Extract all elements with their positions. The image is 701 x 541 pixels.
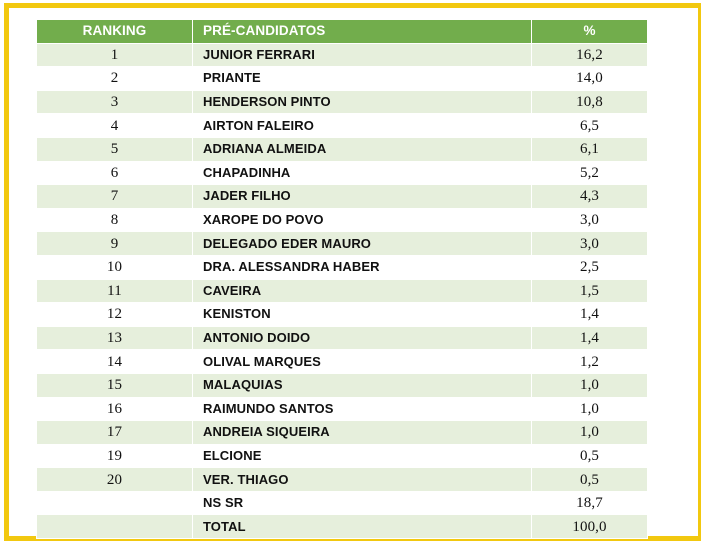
table-row <box>37 161 648 185</box>
table-row <box>37 326 648 350</box>
rank-cell: 10 <box>37 255 193 279</box>
rank-cell: 12 <box>37 303 193 327</box>
percent-cell: 1,0 <box>532 373 648 397</box>
candidate-cell: HENDERSON PINTO <box>193 90 532 114</box>
candidate-cell: CHAPADINHA <box>193 161 532 185</box>
ranking-table <box>36 19 648 539</box>
percent-cell: 14,0 <box>532 67 648 91</box>
candidate-cell: ADRIANA ALMEIDA <box>193 137 532 161</box>
percent-cell: 18,7 <box>532 491 648 515</box>
rank-cell: 20 <box>37 468 193 492</box>
rank-cell: 17 <box>37 421 193 445</box>
table-row <box>37 515 648 539</box>
candidate-cell: ANDREIA SIQUEIRA <box>193 421 532 445</box>
table-body <box>37 43 648 538</box>
table-row <box>37 114 648 138</box>
rank-cell: 14 <box>37 350 193 374</box>
rank-cell: 8 <box>37 208 193 232</box>
candidate-cell: XAROPE DO POVO <box>193 208 532 232</box>
candidate-cell: PRIANTE <box>193 67 532 91</box>
candidate-cell: JADER FILHO <box>193 185 532 209</box>
rank-cell: 9 <box>37 232 193 256</box>
table-row <box>37 255 648 279</box>
table-row <box>37 421 648 445</box>
table-row <box>37 90 648 114</box>
table-row <box>37 444 648 468</box>
table-row <box>37 43 648 67</box>
table-row <box>37 185 648 209</box>
percent-cell: 1,2 <box>532 350 648 374</box>
table-row <box>37 208 648 232</box>
rank-cell: 6 <box>37 161 193 185</box>
candidate-cell: TOTAL <box>193 515 532 539</box>
table-row <box>37 279 648 303</box>
header-candidates: PRÉ-CANDIDATOS <box>193 20 532 44</box>
percent-cell: 6,5 <box>532 114 648 138</box>
rank-cell <box>37 515 193 539</box>
candidate-cell: OLIVAL MARQUES <box>193 350 532 374</box>
table-row <box>37 468 648 492</box>
candidate-cell: VER. THIAGO <box>193 468 532 492</box>
candidate-cell: ELCIONE <box>193 444 532 468</box>
rank-cell: 13 <box>37 326 193 350</box>
rank-cell: 16 <box>37 397 193 421</box>
table-row <box>37 67 648 91</box>
table-row <box>37 232 648 256</box>
percent-cell: 3,0 <box>532 208 648 232</box>
table-row <box>37 491 648 515</box>
percent-cell: 3,0 <box>532 232 648 256</box>
rank-cell: 5 <box>37 137 193 161</box>
header-percent: % <box>532 20 648 44</box>
percent-cell: 0,5 <box>532 444 648 468</box>
percent-cell: 1,5 <box>532 279 648 303</box>
candidate-cell: RAIMUNDO SANTOS <box>193 397 532 421</box>
rank-cell <box>37 491 193 515</box>
candidate-cell: DELEGADO EDER MAURO <box>193 232 532 256</box>
rank-cell: 7 <box>37 185 193 209</box>
rank-cell: 4 <box>37 114 193 138</box>
candidate-cell: ANTONIO DOIDO <box>193 326 532 350</box>
table-row <box>37 350 648 374</box>
percent-cell: 10,8 <box>532 90 648 114</box>
rank-cell: 1 <box>37 43 193 67</box>
percent-cell: 1,0 <box>532 421 648 445</box>
rank-cell: 19 <box>37 444 193 468</box>
percent-cell: 1,4 <box>532 303 648 327</box>
candidate-cell: JUNIOR FERRARI <box>193 43 532 67</box>
candidate-cell: KENISTON <box>193 303 532 327</box>
percent-cell: 0,5 <box>532 468 648 492</box>
table-row <box>37 373 648 397</box>
percent-cell: 4,3 <box>532 185 648 209</box>
rank-cell: 2 <box>37 67 193 91</box>
table-header-row <box>37 20 648 44</box>
percent-cell: 1,4 <box>532 326 648 350</box>
percent-cell: 2,5 <box>532 255 648 279</box>
candidate-cell: MALAQUIAS <box>193 373 532 397</box>
header-ranking: RANKING <box>37 20 193 44</box>
table-row <box>37 137 648 161</box>
candidate-cell: AIRTON FALEIRO <box>193 114 532 138</box>
rank-cell: 15 <box>37 373 193 397</box>
rank-cell: 3 <box>37 90 193 114</box>
percent-cell: 1,0 <box>532 397 648 421</box>
candidate-cell: DRA. ALESSANDRA HABER <box>193 255 532 279</box>
rank-cell: 11 <box>37 279 193 303</box>
percent-cell: 5,2 <box>532 161 648 185</box>
percent-cell: 6,1 <box>532 137 648 161</box>
candidate-cell: NS SR <box>193 491 532 515</box>
percent-cell: 100,0 <box>532 515 648 539</box>
table-row <box>37 303 648 327</box>
candidate-cell: CAVEIRA <box>193 279 532 303</box>
table-row <box>37 397 648 421</box>
percent-cell: 16,2 <box>532 43 648 67</box>
